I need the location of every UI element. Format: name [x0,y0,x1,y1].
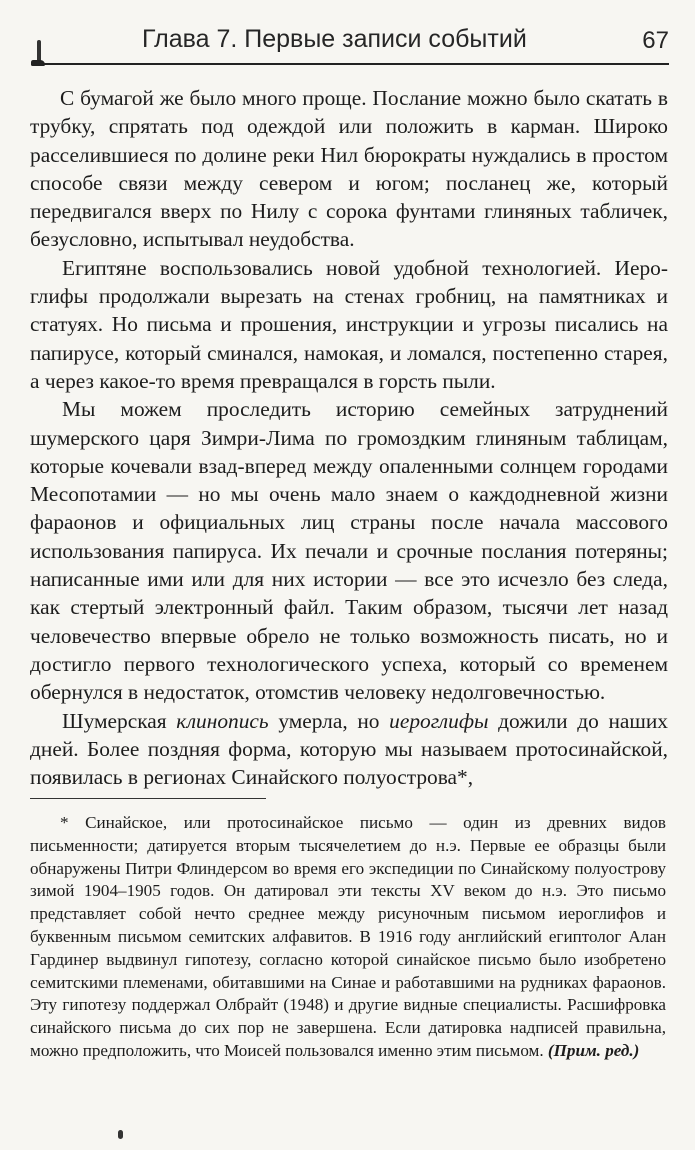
text-run: дожили до наших дней. Более поздняя форма, которую мы называем протосинайской, появилась в регионах Синайского полуострова*, [30,708,668,790]
text-run: Шумерская [62,708,177,733]
footnote-rule [30,798,266,799]
scan-mark [37,40,41,62]
footnote-body: * Синайское, или протосинайское письмо — один из древних видов письменности; датируется вторым тысячелетием до н.э. Первые ее образцы были обнаружены Питри Флиндерсом во время его экспедиции по Синайскому полуострову зимой 1904–1905 годов. Он датировал эти тексты XV веком до н.э. Это письмо представляет собой нечто среднее между рисуночным письмом иероглифов и буквенным письмом семитских алфавитов. В 1916 году английский египтолог Алан Гардинер выдвинул гипотезу, согласно которой синайское письмо было изобретено семитскими племенами, обитавшими на Синае и работавшими на рудниках фараонов. Эту гипотезу поддержал Олбрайт (1948) и другие видные специалисты. Расшифровка синайского письма до сих пор не завершена. Если датировка надписей правильна, можно предположить, что Моисей пользовался именно этим письмом. [30,813,666,1060]
page-number: 67 [642,27,669,54]
text-run: умерла, но [268,708,390,733]
italic-term: иероглифы [389,708,489,733]
footnote [30,812,666,1063]
paragraph: Египтяне воспользовались новой удобной технологией. Иероглифы продолжали вырезать на стенах гробниц, на памятниках и статуях. Но письма и прошения, инструкции и угрозы писались на папирусе, который сминался, намокая, и ломался, постепенно старея, а через какое-то время превращался в горсть пыли. [30,255,668,393]
scan-mark [118,1130,123,1139]
paragraph [30,707,668,792]
paragraph: С бумагой же было много проще. Послание можно было скатать в трубку, спрятать под одеждой или положить в карман. Широко расселившиеся по долине реки Нил бюрократы нуждались в простом способе связи между севером и югом; посланец же, который передвигался вверх по Нилу с сорока фунтами глиняных табличек, безусловно, испытывал неудобства. [30,86,668,252]
main-text [30,84,668,791]
italic-term: клинопись [176,708,269,733]
running-header-title: Глава 7. Первые записи событий [142,25,527,53]
header-rule [36,63,669,65]
paragraph: Мы можем проследить историю семейных затруднений шумерского царя Зимри-Лима по громоздким глиняным таблицам, которые кочевали взад-вперед между опаленными солнцем городами Месопотамии — но мы очень мало знаем о каждодневной жизни фараонов и официальных лиц страны после начала массового использования папируса. Их печали и срочные послания потеряны; написанные ими или для них истории — все это исчезло без следа, как стертый электронный файл. Таким образом, тысячи лет назад человечество впервые обрело не только возможность писать, но и достигло первого технологического успеха, который со временем обернулся в недостаток, отомстив человеку недолговечностью. [30,397,668,705]
editor-note: (Прим. ред.) [547,1040,640,1060]
